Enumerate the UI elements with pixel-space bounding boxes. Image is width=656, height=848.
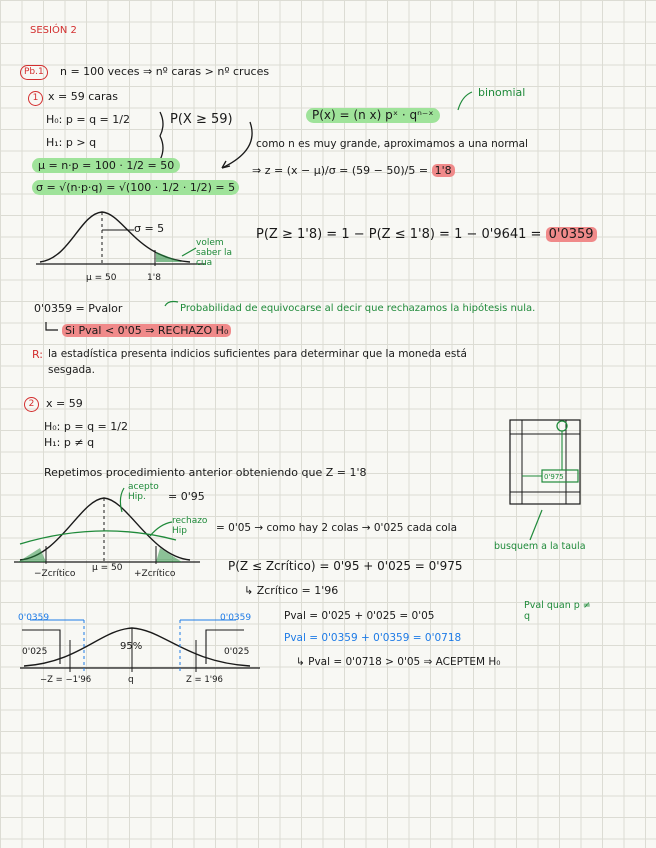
mu-axis-label: μ = 50 [86, 273, 117, 283]
z-left-label: −Zcrítico [34, 569, 76, 579]
normal-curve-1 [36, 212, 206, 266]
part2-number: 2 [24, 396, 39, 412]
pz-expression: P(Z ≤ Zcrítico) = 0'95 + 0'025 = 0'975 [228, 559, 463, 573]
z-left-value: −Z = −1'96 [40, 675, 92, 685]
accept-value: = 0'95 [168, 490, 205, 503]
pval-equation-1: Pval = 0'025 + 0'025 = 0'05 [284, 610, 435, 622]
accept-label: acepto Hip. [128, 482, 159, 502]
sigma-label: σ = 5 [134, 222, 165, 235]
part1-h1: H₁: p > q [46, 136, 97, 149]
approx-arrow [222, 122, 252, 168]
sigma-text: σ = √(n·p·q) = √(100 · 1/2 · 1/2) = 5 [32, 180, 239, 195]
part2-h0: H₀: p = q = 1/2 [44, 420, 128, 433]
binomial-formula: P(x) = (n x) pˣ · qⁿ⁻ˣ [306, 108, 440, 123]
tail-left-value: 0'0359 [18, 613, 50, 623]
z-value: 1'8 [432, 164, 455, 177]
table-value: 0'975 [544, 473, 564, 481]
approx-text: como n es muy grande, aproximamos a una normal [256, 138, 528, 150]
mu-formula: μ = n·p = 100 · 1/2 = 50 [32, 158, 180, 173]
z-right-value: Z = 1'96 [186, 675, 223, 685]
axis-q-label: q [128, 675, 134, 685]
final-decision: ↳ Pval = 0'0718 > 0'05 ⇒ ACEPTEM H₀ [296, 656, 501, 668]
session-title: SESIÓN 2 [30, 25, 77, 36]
part1-h0: H₀: p = q = 1/2 [46, 113, 130, 126]
area-left-value: 0'025 [22, 647, 48, 657]
sigma-formula [32, 181, 239, 194]
conclusion-line-1: la estadística presenta indicios suficientes para determinar que la moneda está [48, 348, 467, 360]
part2-repeat: Repetimos procedimiento anterior obteniendo que Z = 1'8 [44, 466, 367, 479]
part2-given: x = 59 [46, 397, 83, 410]
part1-prob: P(X ≥ 59) [170, 112, 233, 127]
problem-statement: n = 100 veces ⇒ nº caras > nº cruces [60, 65, 270, 78]
r-label: R: [32, 348, 44, 361]
pval-quan-note: Pval quan p ≠ q [524, 600, 591, 622]
zcrit-value: ↳ Zcrítico = 1'96 [244, 584, 339, 597]
part2-h1: H₁: p ≠ q [44, 436, 95, 449]
z-axis-label: 1'8 [147, 273, 161, 283]
mu-axis-label-2: μ = 50 [92, 563, 123, 573]
area-right-value: 0'025 [224, 647, 250, 657]
part1-given: x = 59 caras [48, 90, 118, 103]
reject-value: = 0'05 → como hay 2 colas → 0'025 cada cola [216, 522, 458, 534]
rejection-rule: Si Pval < 0'05 ⇒ RECHAZO H₀ [62, 324, 231, 337]
part1-number: 1 [28, 90, 43, 106]
brace [160, 112, 163, 160]
tail-note: volem saber la cua [196, 238, 233, 268]
tail-right-value: 0'0359 [220, 613, 252, 623]
prob-z-value: 0'0359 [546, 227, 597, 242]
conclusion-line-2: sesgada. [48, 364, 95, 376]
prob-z-expression: P(Z ≥ 1'8) = 1 − P(Z ≤ 1'8) = 1 − 0'9641 = 0'0359 [256, 228, 597, 241]
problem-badge: Pb.1 [20, 64, 48, 80]
z-expression: ⇒ z = (x − μ)/σ = (59 − 50)/5 = 1'8 [252, 164, 455, 177]
reject-label: rechazo Hip [172, 516, 208, 536]
center-percent: 95% [120, 641, 143, 652]
pvalor-label: 0'0359 = Pvalor [34, 302, 123, 315]
table-note: busquem a la taula [494, 541, 586, 552]
z-right-label: +Zcrítico [134, 569, 176, 579]
pvalor-definition: Probabilidad de equivocarse al decir que rechazamos la hipótesis nula. [180, 303, 536, 314]
pval-equation-2: Pval = 0'0359 + 0'0359 = 0'0718 [284, 632, 462, 644]
binomial-note: binomial [478, 86, 526, 99]
